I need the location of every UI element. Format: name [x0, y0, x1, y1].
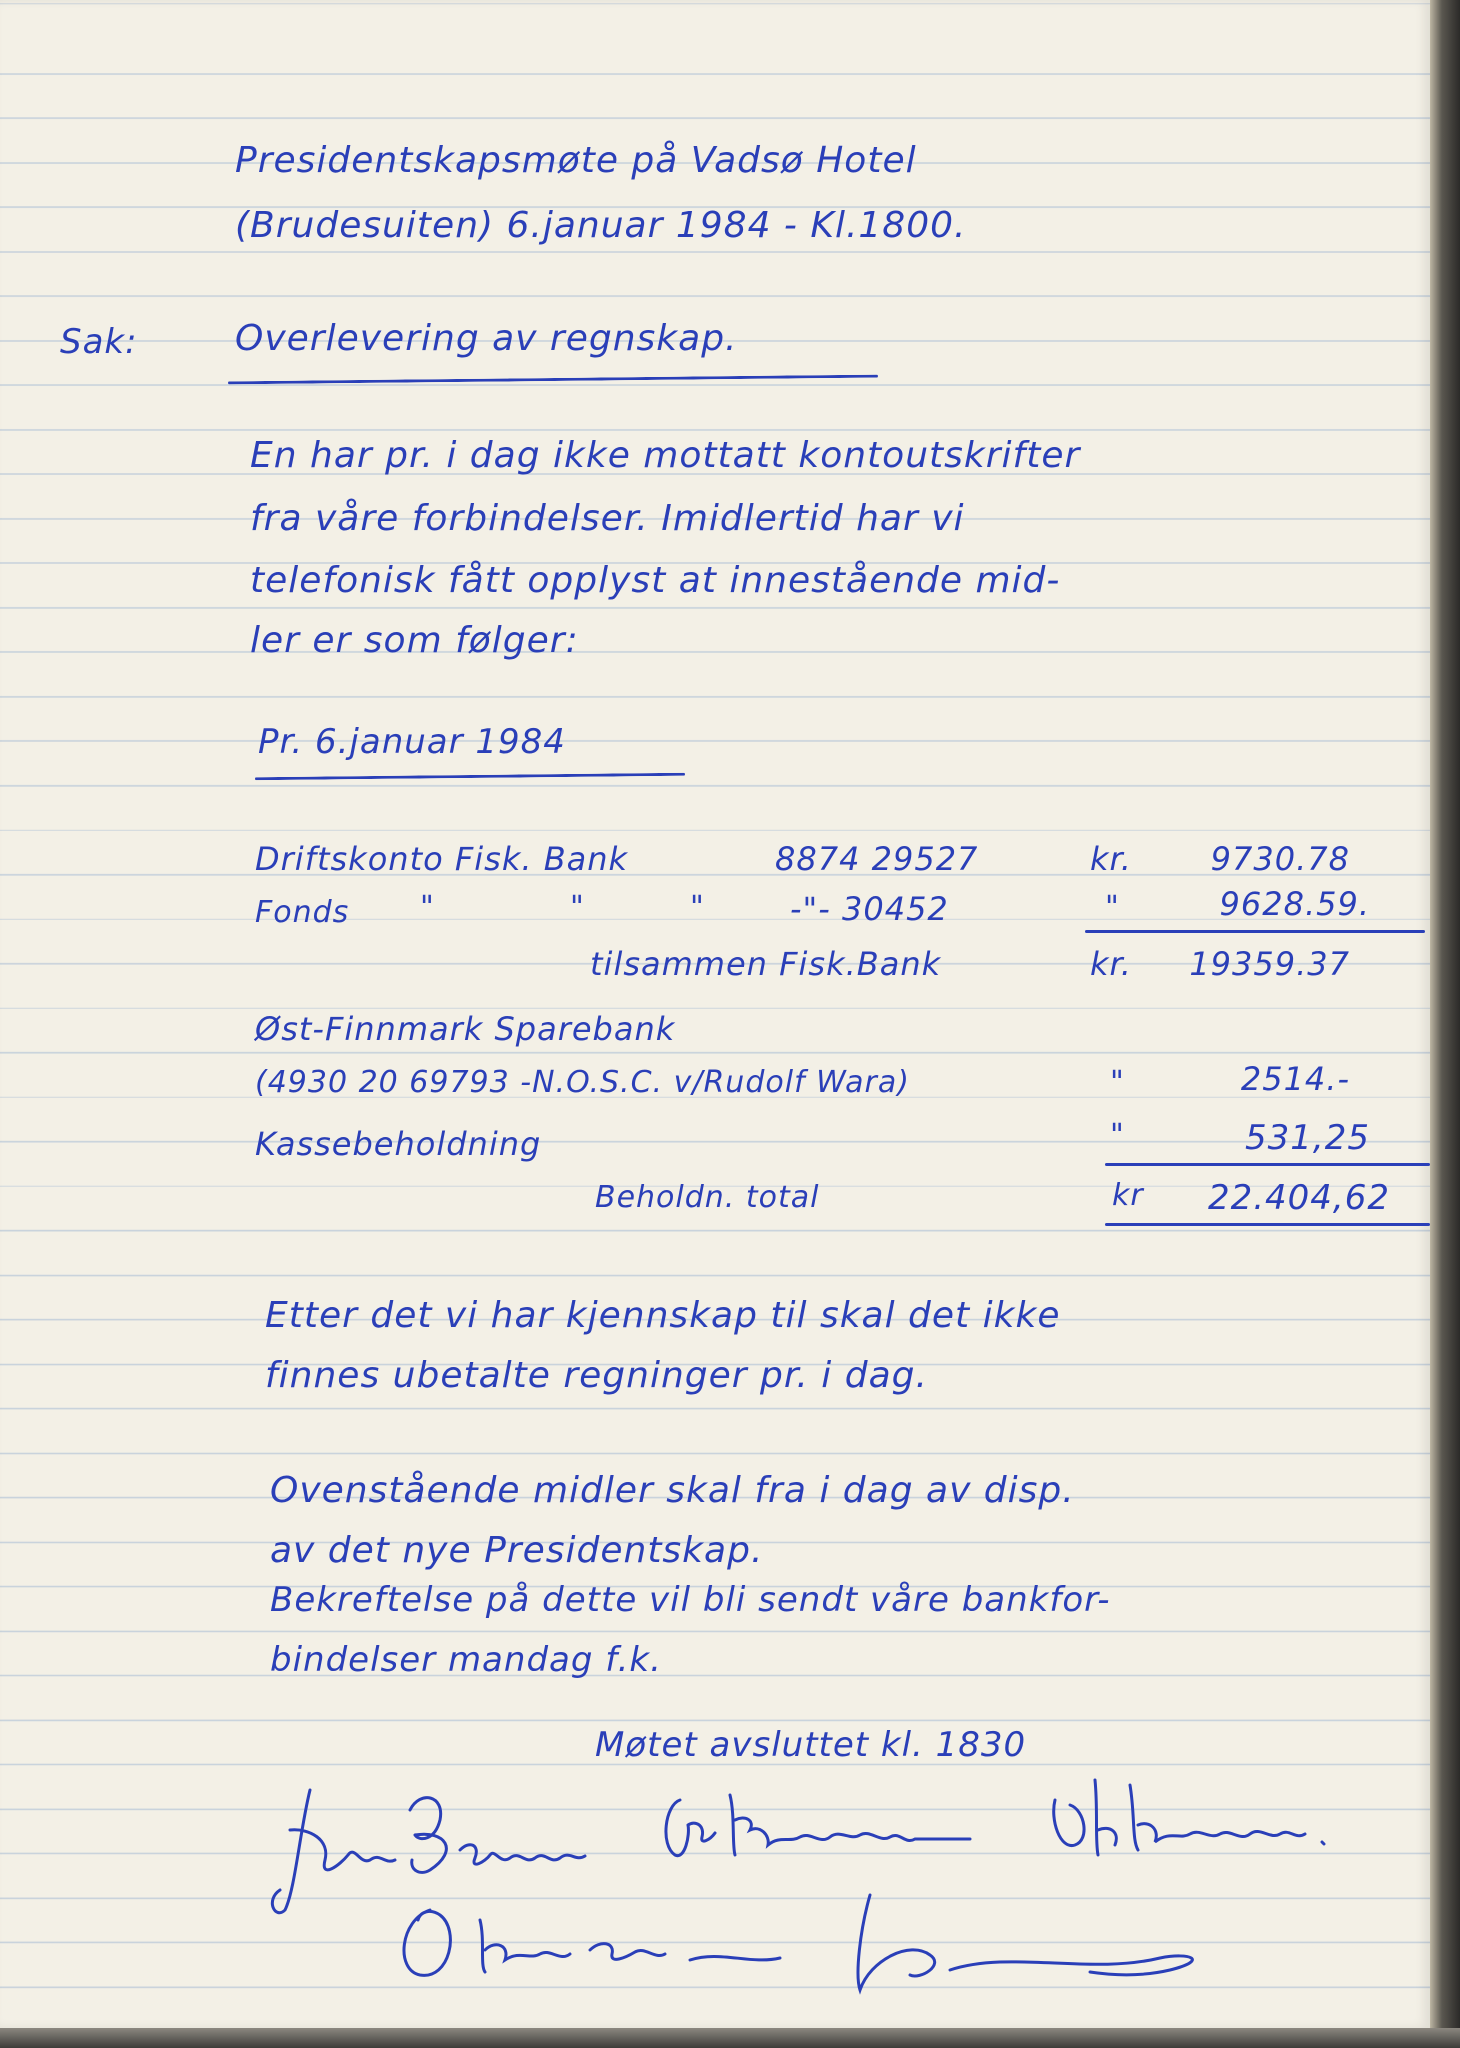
header-line-1: Presidentskapsmøte på Vadsø Hotel — [235, 140, 917, 181]
intro-line-3: telefonisk fått opplyst at innestående mid- — [250, 560, 1061, 601]
paragraph2-line-1: Etter det vi har kjennskap til skal det ikke — [265, 1295, 1061, 1336]
header-line-2: (Brudesuiten) 6.januar 1984 - Kl.1800. — [235, 205, 967, 246]
date-heading: Pr. 6.januar 1984 — [258, 722, 566, 762]
paragraph3-line-3: Bekreftelse på dette vil bli sendt våre bankfor- — [270, 1580, 1111, 1620]
notebook-spine — [1430, 0, 1460, 2048]
intro-line-2: fra våre forbindelser. Imidlertid har vi — [250, 498, 965, 539]
subtotal-currency: kr. — [1090, 945, 1132, 983]
drift-label: Driftskonto Fisk. Bank — [255, 840, 629, 878]
notebook-bottom-edge — [0, 2028, 1460, 2048]
subtotal-amount: 19359.37 — [1189, 945, 1350, 983]
intro-line-1: En har pr. i dag ikke mottatt kontoutskrifter — [250, 435, 1081, 476]
total-currency: kr — [1112, 1178, 1144, 1213]
signature-2 — [650, 1775, 980, 1885]
paragraph2-line-2: finnes ubetalte regninger pr. i dag. — [265, 1355, 928, 1396]
fonds-label: Fonds — [255, 895, 350, 930]
fonds-ditto-1: " — [420, 890, 435, 925]
sparebank-currency: " — [1110, 1065, 1125, 1100]
subtotal-rule — [1085, 930, 1425, 933]
drift-number: 8874 29527 — [775, 840, 979, 878]
closing-line: Møtet avsluttet kl. 1830 — [595, 1725, 1027, 1765]
fonds-ditto-3: " — [690, 890, 705, 925]
total-label: Beholdn. total — [595, 1180, 820, 1215]
agenda-label: Sak: — [60, 322, 138, 362]
fonds-number: -"- 30452 — [790, 890, 949, 928]
sparebank-amount: 2514.- — [1240, 1060, 1350, 1098]
total-amount: 22.404,62 — [1207, 1178, 1390, 1218]
intro-line-4: ler er som følger: — [250, 620, 579, 661]
kasse-amount: 531,25 — [1245, 1118, 1370, 1158]
kasse-currency: " — [1110, 1118, 1125, 1153]
sparebank-label: Øst-Finnmark Sparebank — [255, 1010, 676, 1048]
paragraph3-line-4: bindelser mandag f.k. — [270, 1640, 662, 1680]
kasse-label: Kassebeholdning — [255, 1125, 542, 1163]
subtotal-label: tilsammen Fisk.Bank — [590, 945, 942, 983]
signature-4 — [390, 1880, 1240, 2000]
fonds-ditto-2: " — [570, 890, 585, 925]
agenda-title: Overlevering av regnskap. — [235, 318, 738, 359]
drift-currency: kr. — [1090, 840, 1132, 878]
paragraph3-line-2: av det nye Presidentskap. — [270, 1530, 764, 1571]
total-rule — [1105, 1163, 1430, 1166]
signature-3 — [1040, 1770, 1340, 1880]
drift-amount: 9730.78 — [1210, 840, 1350, 878]
sparebank-detail: (4930 20 69793 -N.O.S.C. v/Rudolf Wara) — [255, 1065, 910, 1100]
fonds-amount: 9628.59. — [1219, 885, 1370, 923]
total-double-rule-1 — [1105, 1223, 1430, 1226]
fonds-currency: " — [1105, 890, 1120, 925]
paragraph3-line-1: Ovenstående midler skal fra i dag av disp. — [270, 1470, 1075, 1511]
